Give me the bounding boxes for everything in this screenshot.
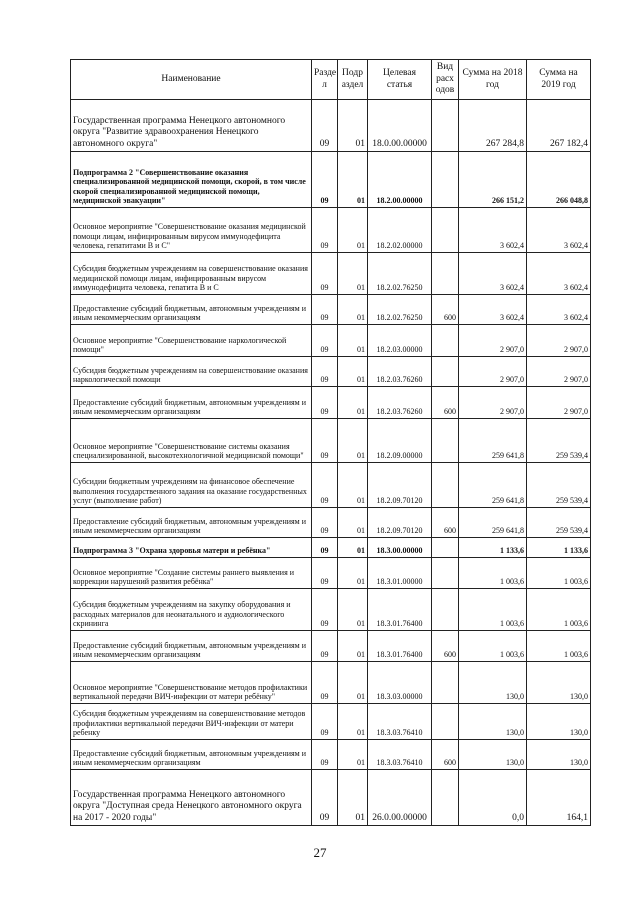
row-razdel: [312, 325, 338, 357]
row-expense-type: [432, 100, 459, 152]
row-expense-type: [432, 631, 459, 662]
row-sum-2019-text: 3 602,4: [564, 283, 588, 293]
row-sum-2018-text: 1 003,6: [500, 650, 524, 660]
row-sum-2019: [527, 662, 591, 704]
header-row: [71, 60, 591, 100]
row-name: [71, 357, 312, 387]
table-row: [71, 253, 591, 295]
row-sum-2019-text: 2 907,0: [564, 345, 588, 355]
row-target-article-text: 18.2.03.76260: [376, 407, 423, 417]
row-target-article: [368, 631, 432, 662]
row-name-text: Субсидия бюджетным учреждениям на совершенствование методов профилактики вертикальной передачи ВИЧ-инфекции от матери ребенку: [73, 709, 306, 738]
row-sum-2019: [527, 740, 591, 770]
row-sum-2018-text: 267 284,8: [486, 138, 524, 149]
row-name-text: Субсидия бюджетным учреждениям на совершенствование оказания наркологической помощи: [73, 365, 308, 385]
row-name-text: Субсидия бюджетным учреждениям на закупку оборудования и расходных материалов для неонатального и аудиологического скрининга: [73, 600, 291, 629]
row-sum-2018: [459, 662, 527, 704]
row-podrazdel: [338, 295, 368, 325]
row-sum-2019-text: 1 003,6: [564, 577, 588, 587]
row-name-text: Основное мероприятие "Совершенствование оказания медицинской помощи лицам, инфицированным вирусом иммунодефицита человека, гепатитами В и С": [73, 222, 306, 251]
row-podrazdel: [338, 631, 368, 662]
row-podrazdel-text: 01: [357, 313, 365, 323]
row-podrazdel: [338, 538, 368, 558]
row-sum-2018-text: 2 907,0: [500, 407, 524, 417]
row-sum-2019-text: 2 907,0: [564, 375, 588, 385]
row-target-article-text: 18.2.09.70120: [376, 526, 423, 536]
row-expense-type: [432, 357, 459, 387]
row-sum-2018: [459, 631, 527, 662]
table-row: [71, 387, 591, 419]
row-razdel-text: 09: [320, 451, 329, 461]
header-sum-2018: Сумма на 2018 год: [459, 60, 527, 100]
row-sum-2018: [459, 463, 527, 508]
row-podrazdel: [338, 770, 368, 826]
row-target-article: [368, 325, 432, 357]
row-podrazdel: [338, 208, 368, 253]
row-sum-2018: [459, 253, 527, 295]
row-razdel: [312, 208, 338, 253]
row-razdel: [312, 631, 338, 662]
header-target: Целевая статья: [368, 60, 432, 100]
row-name: [71, 295, 312, 325]
row-razdel-text: 09: [320, 650, 329, 660]
row-name: [71, 508, 312, 538]
row-target-article-text: 18.3.03.00000: [376, 692, 423, 702]
row-podrazdel-text: 01: [357, 407, 365, 417]
row-sum-2019-text: 2 907,0: [564, 407, 588, 417]
row-sum-2018-text: 2 907,0: [500, 345, 524, 355]
row-sum-2018: [459, 387, 527, 419]
row-razdel-text: 09: [320, 758, 329, 768]
row-sum-2019-text: 1 003,6: [564, 650, 588, 660]
row-sum-2018-text: 2 907,0: [500, 375, 524, 385]
row-name: [71, 704, 312, 740]
row-razdel-text: 09: [320, 196, 329, 206]
table-row: [71, 357, 591, 387]
row-sum-2019: [527, 100, 591, 152]
row-name-text: Основное мероприятие "Совершенствование системы оказания специализированной, высокотехнологичной медицинской помощи": [73, 441, 304, 461]
row-podrazdel: [338, 589, 368, 631]
row-sum-2019: [527, 152, 591, 208]
row-sum-2019-text: 3 602,4: [564, 241, 588, 251]
row-razdel: [312, 508, 338, 538]
table-row: [71, 208, 591, 253]
row-sum-2018: [459, 208, 527, 253]
row-target-article: [368, 589, 432, 631]
row-name: [71, 253, 312, 295]
row-sum-2019: [527, 253, 591, 295]
row-podrazdel-text: 01: [357, 526, 365, 536]
row-target-article-text: 18.2.02.00000: [376, 241, 423, 251]
row-expense-type: [432, 463, 459, 508]
row-podrazdel-text: 01: [357, 650, 365, 660]
row-sum-2018: [459, 704, 527, 740]
row-podrazdel-text: 01: [357, 196, 365, 206]
row-sum-2018: [459, 558, 527, 589]
row-target-article-text: 18.2.02.76250: [376, 283, 423, 293]
row-razdel-text: 09: [320, 345, 329, 355]
row-expense-type: [432, 325, 459, 357]
row-target-article: [368, 208, 432, 253]
row-target-article: [368, 100, 432, 152]
row-podrazdel: [338, 325, 368, 357]
row-razdel-text: 09: [320, 692, 329, 702]
row-sum-2019: [527, 208, 591, 253]
row-sum-2019: [527, 538, 591, 558]
row-razdel: [312, 387, 338, 419]
row-name-text: Предоставление субсидий бюджетным, автономным учреждениям и иным некоммерческим организациям: [73, 303, 307, 323]
row-expense-type: [432, 253, 459, 295]
row-sum-2018: [459, 589, 527, 631]
row-sum-2019: [527, 508, 591, 538]
row-razdel-text: 09: [320, 577, 329, 587]
row-sum-2018-text: 1 133,6: [500, 546, 524, 556]
row-expense-type: [432, 704, 459, 740]
row-razdel: [312, 463, 338, 508]
row-name: [71, 463, 312, 508]
row-expense-type: [432, 508, 459, 538]
row-sum-2018: [459, 770, 527, 826]
row-podrazdel-text: 01: [357, 283, 365, 293]
row-sum-2019: [527, 589, 591, 631]
row-sum-2018: [459, 419, 527, 463]
row-target-article-text: 18.2.02.76250: [376, 313, 423, 323]
row-target-article-text: 18.2.03.76260: [376, 375, 423, 385]
row-podrazdel-text: 01: [357, 241, 365, 251]
row-razdel-text: 09: [319, 812, 330, 823]
row-name-text: Субсидии бюджетным учреждениям на финансовое обеспечение выполнения государственного задания на оказание государственных услуг (выполнение работ): [73, 477, 307, 506]
row-target-article: [368, 662, 432, 704]
row-expense-type: [432, 662, 459, 704]
row-expense-type: [432, 152, 459, 208]
row-name-text: Государственная программа Ненецкого автономного округа "Доступная среда Ненецкого автономного округа на 2017 - 2020 годы": [73, 789, 302, 823]
row-sum-2018-text: 259 641,8: [492, 526, 524, 536]
row-expense-type: [432, 419, 459, 463]
row-razdel: [312, 419, 338, 463]
row-target-article-text: 18.3.03.76410: [376, 728, 423, 738]
row-sum-2019: [527, 387, 591, 419]
row-name: [71, 631, 312, 662]
row-sum-2018: [459, 152, 527, 208]
row-name-text: Основное мероприятие "Создание системы раннего выявления и коррекции нарушений развития ребёнка": [73, 567, 295, 587]
row-razdel: [312, 558, 338, 589]
row-name-text: Подпрограмма 2 "Совершенствование оказания специализированной медицинской помощи, скорой, в том числе скорой специализированной медицинской помощи, медицинской эвакуации": [73, 167, 306, 206]
row-expense-type: [432, 589, 459, 631]
row-podrazdel: [338, 704, 368, 740]
row-razdel: [312, 589, 338, 631]
row-name: [71, 325, 312, 357]
row-podrazdel: [338, 558, 368, 589]
row-podrazdel-text: 01: [355, 138, 365, 149]
row-name: [71, 387, 312, 419]
row-podrazdel: [338, 740, 368, 770]
row-target-article: [368, 704, 432, 740]
row-sum-2018: [459, 325, 527, 357]
row-sum-2018: [459, 508, 527, 538]
row-target-article: [368, 558, 432, 589]
row-sum-2018: [459, 100, 527, 152]
row-target-article: [368, 295, 432, 325]
row-razdel: [312, 253, 338, 295]
row-target-article: [368, 538, 432, 558]
row-target-article-text: 18.3.00.00000: [376, 546, 423, 556]
row-sum-2018-text: 266 151,2: [492, 196, 524, 206]
row-name-text: Предоставление субсидий бюджетным, автономным учреждениям и иным некоммерческим организациям: [73, 397, 307, 417]
row-sum-2019-text: 267 182,4: [550, 138, 588, 149]
table-row: [71, 740, 591, 770]
row-razdel: [312, 704, 338, 740]
row-sum-2018-text: 1 003,6: [500, 619, 524, 629]
header-sum-2019: Сумма на 2019 год: [527, 60, 591, 100]
row-razdel-text: 09: [320, 407, 329, 417]
row-name: [71, 662, 312, 704]
row-sum-2018-text: 130,0: [506, 758, 524, 768]
row-target-article: [368, 508, 432, 538]
row-sum-2018: [459, 740, 527, 770]
row-expense-type: [432, 295, 459, 325]
row-sum-2018-text: 130,0: [506, 728, 524, 738]
row-sum-2019: [527, 325, 591, 357]
row-podrazdel: [338, 152, 368, 208]
row-sum-2019-text: 3 602,4: [564, 313, 588, 323]
row-razdel: [312, 100, 338, 152]
row-podrazdel: [338, 100, 368, 152]
header-vid: Вид расх одов: [432, 60, 459, 100]
row-target-article: [368, 740, 432, 770]
row-expense-type: [432, 740, 459, 770]
row-podrazdel: [338, 419, 368, 463]
row-sum-2018-text: 1 003,6: [500, 577, 524, 587]
row-name: [71, 558, 312, 589]
row-target-article-text: 18.3.01.76400: [376, 650, 423, 660]
row-podrazdel-text: 01: [357, 619, 365, 629]
row-razdel-text: 09: [319, 138, 330, 149]
row-sum-2018-text: 3 602,4: [500, 283, 524, 293]
row-target-article-text: 18.2.09.00000: [376, 451, 423, 461]
row-sum-2018: [459, 295, 527, 325]
row-target-article-text: 18.2.03.00000: [376, 345, 423, 355]
row-razdel: [312, 295, 338, 325]
row-razdel-text: 09: [320, 546, 329, 556]
row-target-article: [368, 463, 432, 508]
row-razdel: [312, 740, 338, 770]
row-name-text: Государственная программа Ненецкого автономного округа "Развитие здравоохранения Ненецкого автономного округа": [73, 115, 286, 149]
row-sum-2019-text: 130,0: [570, 728, 588, 738]
row-name: [71, 538, 312, 558]
budget-table: [70, 59, 591, 826]
table-row: [71, 508, 591, 538]
row-sum-2019-text: 1 133,6: [564, 546, 588, 556]
row-sum-2018-text: 259 641,8: [492, 451, 524, 461]
row-target-article-text: 26.0.00.00000: [372, 812, 427, 823]
table-row: [71, 558, 591, 589]
row-expense-type-text: 600: [444, 407, 456, 417]
row-name: [71, 740, 312, 770]
table-row: [71, 152, 591, 208]
row-expense-type: [432, 770, 459, 826]
row-sum-2018-text: 130,0: [506, 692, 524, 702]
row-name-text: Предоставление субсидий бюджетным, автономным учреждениям и иным некоммерческим организациям: [73, 748, 307, 768]
page-number: 27: [313, 845, 327, 860]
row-podrazdel: [338, 508, 368, 538]
row-target-article: [368, 770, 432, 826]
row-sum-2018: [459, 538, 527, 558]
row-podrazdel: [338, 387, 368, 419]
row-target-article-text: 18.3.03.76410: [376, 758, 423, 768]
row-name: [71, 208, 312, 253]
row-target-article-text: 18.0.00.00000: [372, 138, 427, 149]
row-expense-type-text: 600: [444, 313, 456, 323]
row-name-text: Субсидия бюджетным учреждениям на совершенствование оказания медицинской помощи лицам, инфицированным вирусом иммунодефицита человека, гепатита В и С: [73, 264, 308, 293]
row-podrazdel-text: 01: [357, 345, 365, 355]
row-target-article: [368, 253, 432, 295]
row-name: [71, 770, 312, 826]
row-sum-2019-text: 130,0: [570, 692, 588, 702]
row-podrazdel: [338, 463, 368, 508]
row-target-article-text: 18.2.09.70120: [376, 496, 423, 506]
row-sum-2019-text: 259 539,4: [556, 496, 588, 506]
row-razdel-text: 09: [320, 728, 329, 738]
row-podrazdel: [338, 662, 368, 704]
row-name-text: Основное мероприятие "Совершенствование наркологической помощи": [73, 335, 287, 355]
row-podrazdel-text: 01: [357, 758, 365, 768]
row-sum-2019: [527, 463, 591, 508]
table-row: [71, 325, 591, 357]
row-podrazdel-text: 01: [357, 496, 365, 506]
row-target-article-text: 18.3.01.00000: [376, 577, 423, 587]
table-row: [71, 589, 591, 631]
row-expense-type: [432, 387, 459, 419]
row-expense-type: [432, 208, 459, 253]
row-target-article: [368, 152, 432, 208]
table-row: [71, 100, 591, 152]
row-name: [71, 589, 312, 631]
row-razdel-text: 09: [320, 526, 329, 536]
table-row: [71, 295, 591, 325]
row-razdel: [312, 152, 338, 208]
row-sum-2019: [527, 770, 591, 826]
row-sum-2019: [527, 631, 591, 662]
row-razdel-text: 09: [320, 313, 329, 323]
row-podrazdel: [338, 253, 368, 295]
table-row: [71, 770, 591, 826]
row-podrazdel: [338, 357, 368, 387]
row-name-text: Подпрограмма 3 "Охрана здоровья матери и ребёнка": [73, 546, 271, 556]
row-target-article-text: 18.2.00.00000: [376, 196, 423, 206]
row-podrazdel-text: 01: [357, 577, 365, 587]
row-sum-2018-text: 0,0: [512, 812, 524, 823]
row-target-article: [368, 387, 432, 419]
row-sum-2019-text: 259 539,4: [556, 451, 588, 461]
row-razdel-text: 09: [320, 241, 329, 251]
row-sum-2019: [527, 295, 591, 325]
table-row: [71, 538, 591, 558]
row-podrazdel-text: 01: [357, 451, 365, 461]
row-name-text: Предоставление субсидий бюджетным, автономным учреждениям и иным некоммерческим организациям: [73, 516, 307, 536]
row-sum-2019-text: 259 539,4: [556, 526, 588, 536]
row-target-article: [368, 419, 432, 463]
row-sum-2018-text: 3 602,4: [500, 313, 524, 323]
header-name: Наименование: [71, 60, 312, 100]
row-podrazdel-text: 01: [355, 812, 365, 823]
row-razdel: [312, 538, 338, 558]
table-row: [71, 704, 591, 740]
row-sum-2019: [527, 419, 591, 463]
header-podrazdel: Подр аздел: [338, 60, 368, 100]
row-podrazdel-text: 01: [357, 692, 365, 702]
row-sum-2019-text: 266 048,8: [556, 196, 588, 206]
row-name-text: Основное мероприятие "Совершенствование методов профилактики вертикальной передачи ВИЧ-инфекции от матери ребёнку": [73, 682, 308, 702]
header-razdel: Разде л: [312, 60, 338, 100]
row-sum-2019: [527, 558, 591, 589]
table-row: [71, 631, 591, 662]
row-sum-2019-text: 164,1: [566, 812, 588, 823]
row-name-text: Предоставление субсидий бюджетным, автономным учреждениям и иным некоммерческим организациям: [73, 640, 307, 660]
row-target-article: [368, 357, 432, 387]
row-podrazdel-text: 01: [357, 546, 365, 556]
row-name: [71, 419, 312, 463]
table-row: [71, 662, 591, 704]
row-razdel: [312, 357, 338, 387]
row-name: [71, 100, 312, 152]
row-razdel-text: 09: [320, 283, 329, 293]
row-podrazdel-text: 01: [357, 375, 365, 385]
row-target-article-text: 18.3.01.76400: [376, 619, 423, 629]
row-sum-2019: [527, 357, 591, 387]
row-expense-type-text: 600: [444, 650, 456, 660]
row-sum-2019-text: 1 003,6: [564, 619, 588, 629]
row-razdel-text: 09: [320, 619, 329, 629]
table-row: [71, 463, 591, 508]
row-sum-2019-text: 130,0: [570, 758, 588, 768]
row-sum-2018: [459, 357, 527, 387]
row-expense-type-text: 600: [444, 526, 456, 536]
row-expense-type: [432, 538, 459, 558]
row-sum-2019: [527, 704, 591, 740]
row-expense-type: [432, 558, 459, 589]
row-razdel: [312, 770, 338, 826]
row-sum-2018-text: 259 641,8: [492, 496, 524, 506]
table-row: [71, 419, 591, 463]
row-razdel-text: 09: [320, 375, 329, 385]
row-expense-type-text: 600: [444, 758, 456, 768]
row-name: [71, 152, 312, 208]
row-podrazdel-text: 01: [357, 728, 365, 738]
row-razdel: [312, 662, 338, 704]
row-sum-2018-text: 3 602,4: [500, 241, 524, 251]
row-razdel-text: 09: [320, 496, 329, 506]
